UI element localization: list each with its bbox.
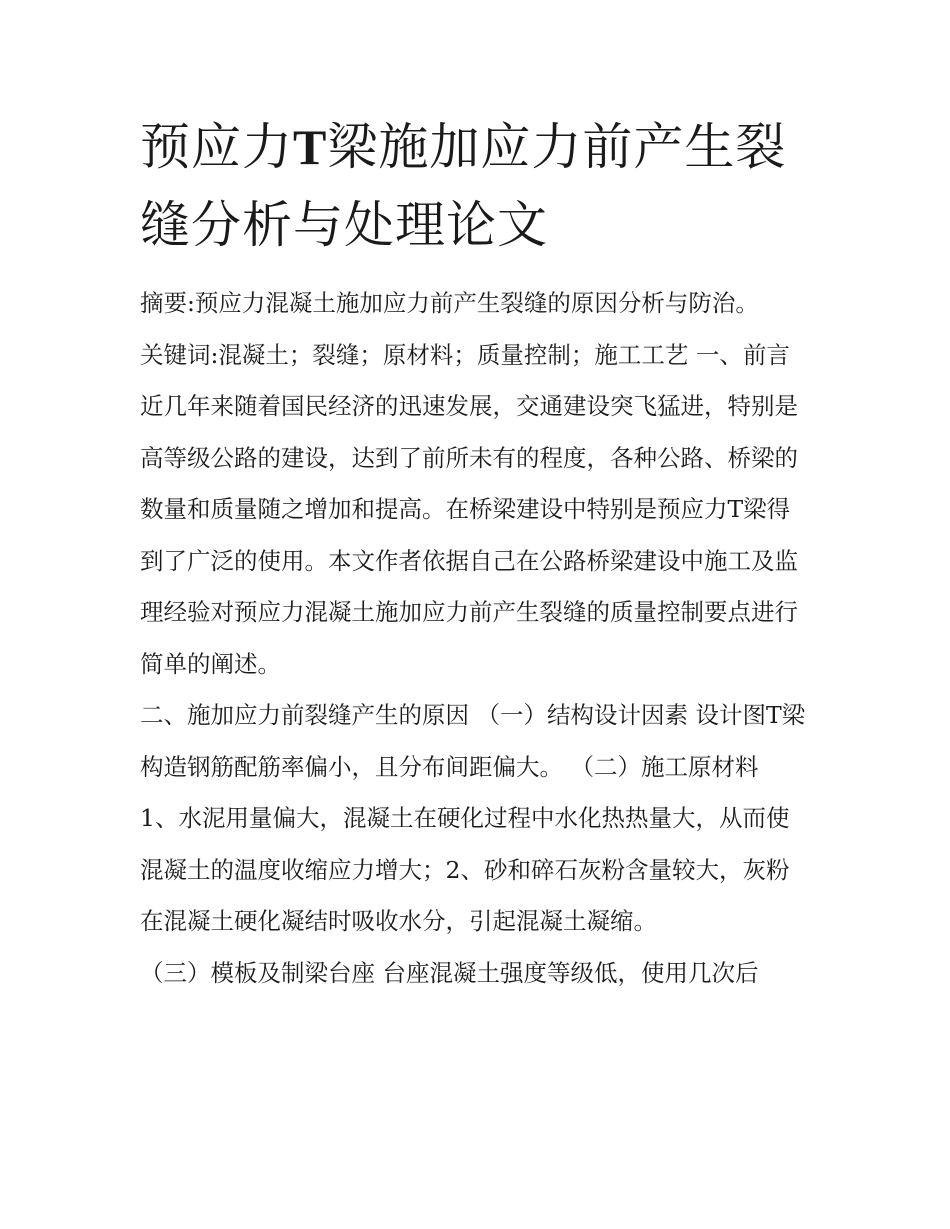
- title-part-2: T: [293, 119, 328, 175]
- formwork-paragraph: （三）模板及制梁台座 台座混凝土强度等级低，使用几次后: [140, 958, 759, 987]
- document-page: [140, 108, 812, 999]
- document-title: [140, 108, 812, 264]
- intro-paragraph: 近几年来随着国民经济的迅速发展，交通建设突飞猛进，特别是高等级公路的建设，达到了前所未有的程度，各种公路、桥梁的数量和质量随之增加和提高。在桥梁建设中特别是预应力T梁得到了广泛的使用。本文作者依据自己在公路桥梁建设中施工及监理经验对预应力混凝土施加应力前产生裂缝的质量控制要点进行简单的阐述。: [140, 392, 798, 678]
- abstract-paragraph: 摘要:预应力混凝土施加应力前产生裂缝的原因分析与防治。: [140, 289, 759, 317]
- materials-paragraph: 1、水泥用量偏大，混凝土在硬化过程中水化热热量大，从而使混凝土的温度收缩应力增大；2、砂和碎石灰粉含量较大，灰粉在混凝土硬化凝结时吸收水分，引起混凝土凝缩。: [140, 804, 790, 935]
- keywords-paragraph: 关键词:混凝土；裂缝；原材料；质量控制；施工工艺 一、前言: [140, 340, 790, 369]
- title-part-3: 梁施加应力前产生裂缝分析与处理论文: [140, 118, 787, 254]
- causes-paragraph: 二、施加应力前裂缝产生的原因 （一）结构设计因素 设计图T梁构造钢筋配筋率偏小，且分布间距偏大。 （二）施工原材料: [140, 701, 806, 781]
- title-part-1: 预应力: [140, 118, 293, 176]
